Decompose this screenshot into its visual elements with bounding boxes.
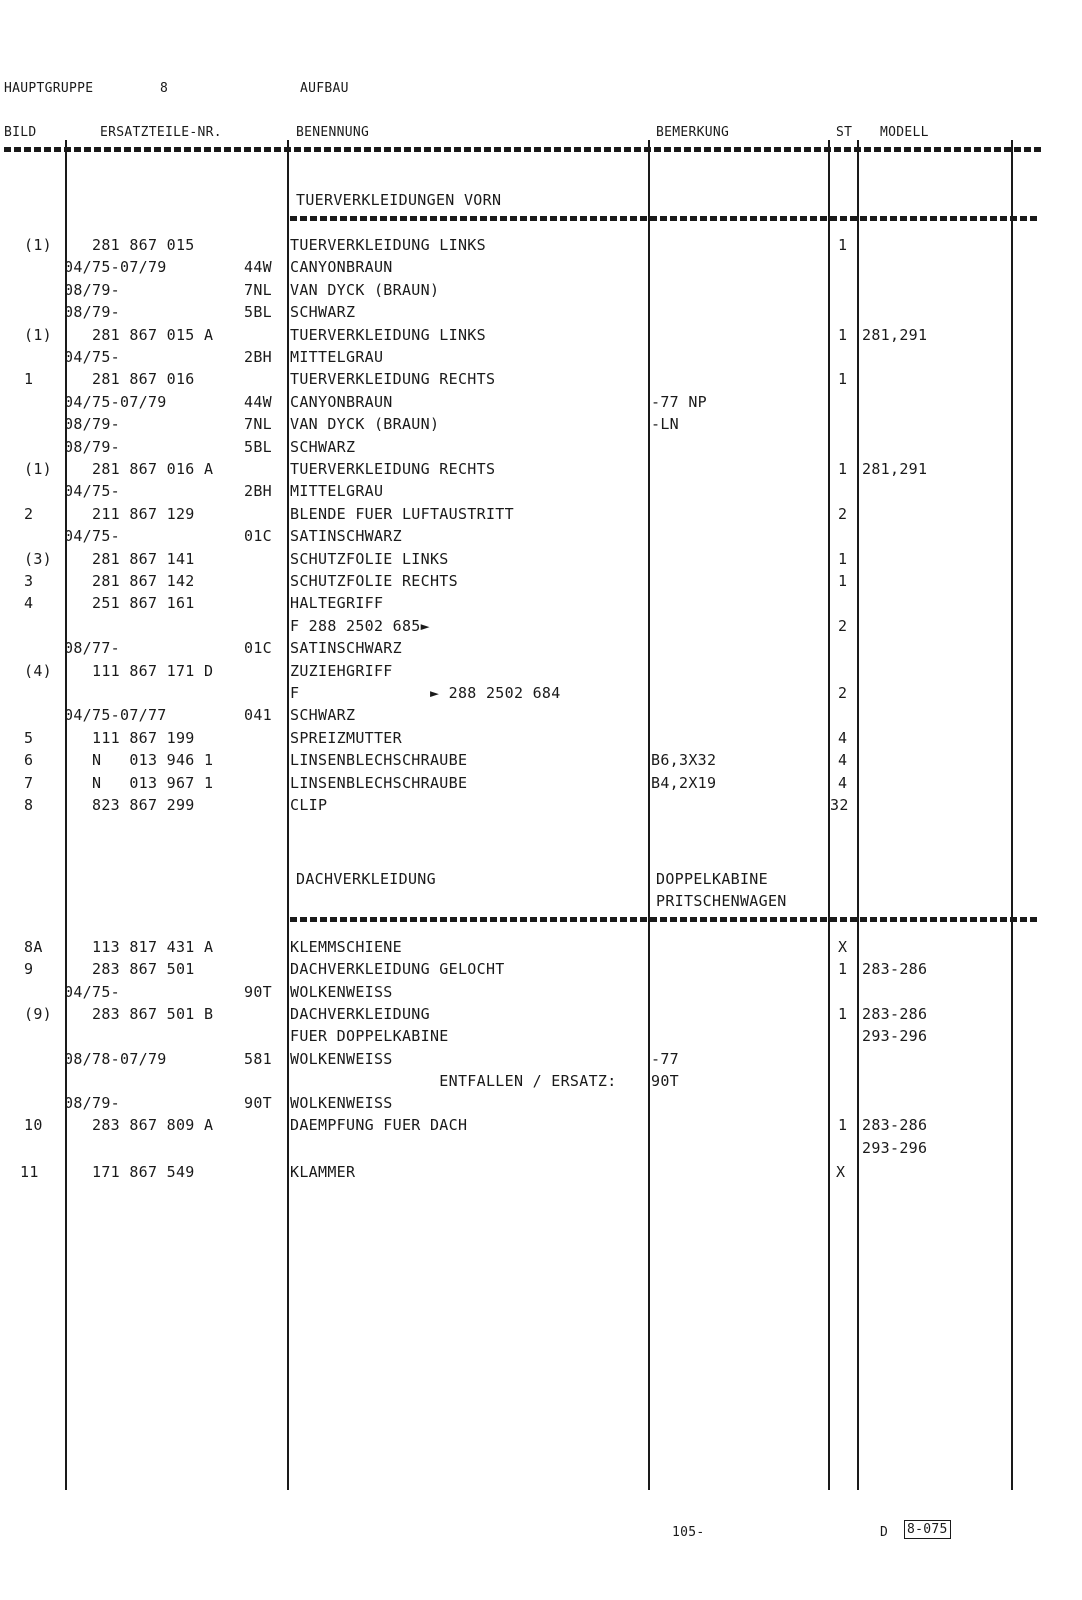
col-ersatzteile: ERSATZTEILE-NR.: [100, 125, 222, 140]
part-model: 283-286: [862, 960, 928, 979]
part-number: 283 867 501 B: [92, 1004, 214, 1023]
col-modell: MODELL: [880, 125, 929, 140]
part-name: KLAMMER: [290, 1163, 356, 1181]
part-number: 111 867 171 D: [92, 661, 214, 680]
part-quantity: 1: [838, 236, 848, 254]
page-number: 105-: [672, 1525, 705, 1540]
part-number: 08/79-: [64, 303, 120, 322]
part-name: BLENDE FUER LUFTAUSTRITT: [290, 504, 514, 523]
bild-number: 2: [24, 504, 34, 523]
part-quantity: X: [838, 938, 848, 956]
color-code: 5BL: [244, 437, 272, 456]
part-number: 04/75-: [64, 982, 120, 1001]
color-code: 041: [244, 706, 272, 725]
color-code: 2BH: [244, 482, 272, 501]
section-note: PRITSCHENWAGEN: [656, 892, 787, 910]
color-code: 7NL: [244, 415, 272, 434]
color-code: 44W: [244, 258, 272, 277]
part-quantity: 2: [838, 616, 848, 635]
color-code: 2BH: [244, 348, 272, 366]
part-quantity: 1: [838, 370, 848, 389]
col-divider: [65, 140, 67, 1490]
part-name: LINSENBLECHSCHRAUBE: [290, 773, 468, 792]
part-quantity: 2: [838, 504, 848, 523]
part-remark: -LN: [651, 415, 679, 434]
part-model: 283-286: [862, 1116, 928, 1135]
part-number: 281 867 015: [92, 236, 195, 254]
part-number: 823 867 299: [92, 796, 195, 814]
col-divider: [287, 140, 289, 1490]
part-name: ENTFALLEN / ERSATZ:: [290, 1071, 617, 1090]
section-rule: [290, 917, 1040, 922]
part-name: FUER DOPPELKABINE: [290, 1027, 449, 1046]
part-quantity: X: [836, 1163, 846, 1181]
part-name: SCHWARZ: [290, 437, 356, 456]
part-number: N 013 946 1: [92, 751, 214, 770]
part-number: 04/75-: [64, 482, 120, 501]
part-remark: -77: [651, 1049, 679, 1068]
part-remark: 90T: [651, 1071, 679, 1090]
color-code: 90T: [244, 1094, 272, 1113]
color-code: 90T: [244, 982, 272, 1001]
part-quantity: 32: [830, 796, 849, 814]
part-quantity: 4: [838, 773, 848, 792]
part-name: TUERVERKLEIDUNG LINKS: [290, 236, 486, 254]
part-remark: B6,3X32: [651, 751, 717, 770]
part-name: DACHVERKLEIDUNG GELOCHT: [290, 960, 505, 979]
part-name: WOLKENWEISS: [290, 1049, 393, 1068]
part-name: DAEMPFUNG FUER DACH: [290, 1116, 468, 1135]
part-name: CANYONBRAUN: [290, 258, 393, 277]
part-number: 281 867 141: [92, 549, 195, 568]
part-name: CANYONBRAUN: [290, 392, 393, 411]
part-remark: B4,2X19: [651, 773, 717, 792]
part-quantity: 2: [838, 684, 848, 702]
bild-number: (1): [24, 325, 52, 344]
part-number: 08/79-: [64, 437, 120, 456]
page-reference: 8-075: [904, 1520, 951, 1539]
bild-number: 10: [24, 1116, 43, 1135]
bild-number: (9): [24, 1004, 52, 1023]
part-number: 08/79-: [64, 280, 120, 299]
part-quantity: 1: [838, 460, 848, 478]
part-number: 251 867 161: [92, 594, 195, 613]
part-name: HALTEGRIFF: [290, 594, 384, 613]
group-name: AUFBAU: [300, 81, 349, 96]
part-name: TUERVERKLEIDUNG LINKS: [290, 325, 486, 344]
bild-number: (3): [24, 549, 52, 568]
part-name: WOLKENWEISS: [290, 982, 393, 1001]
part-name: LINSENBLECHSCHRAUBE: [290, 751, 468, 770]
bild-number: 6: [24, 751, 34, 770]
col-bemerkung: BEMERKUNG: [656, 125, 730, 140]
part-name: MITTELGRAU: [290, 482, 384, 501]
part-model: 283-286: [862, 1004, 928, 1023]
part-number: 281 867 016: [92, 370, 195, 389]
part-quantity: 1: [838, 960, 848, 979]
color-code: 01C: [244, 639, 272, 658]
part-name: TUERVERKLEIDUNG RECHTS: [290, 370, 496, 389]
header-rule: [4, 147, 1041, 152]
col-st: ST: [836, 125, 853, 140]
group-number: 8: [160, 81, 169, 96]
section-rule: [290, 216, 1040, 221]
part-number: 04/75-07/79: [64, 258, 167, 277]
bild-number: 9: [24, 960, 34, 979]
part-number: N 013 967 1: [92, 773, 214, 792]
bild-number: (4): [24, 661, 52, 680]
col-benennung: BENENNUNG: [296, 125, 370, 140]
part-number: 281 867 142: [92, 572, 195, 590]
part-number: 211 867 129: [92, 504, 195, 523]
part-quantity: 1: [838, 325, 848, 344]
part-name: SCHUTZFOLIE LINKS: [290, 549, 449, 568]
part-number: 283 867 501: [92, 960, 195, 979]
part-name: SATINSCHWARZ: [290, 527, 402, 546]
part-name: DACHVERKLEIDUNG: [290, 1004, 430, 1023]
part-quantity: 1: [838, 1116, 848, 1135]
part-number: 113 817 431 A: [92, 938, 214, 956]
part-name: KLEMMSCHIENE: [290, 938, 402, 956]
part-name: F 288 2502 685►: [290, 616, 430, 635]
bild-number: 3: [24, 572, 34, 590]
bild-number: 8: [24, 796, 34, 814]
bild-number: 7: [24, 773, 34, 792]
part-name: SATINSCHWARZ: [290, 639, 402, 658]
bild-number: 11: [20, 1163, 39, 1181]
bild-number: 8A: [24, 938, 43, 956]
language-code: D: [880, 1525, 889, 1540]
part-model: 293-296: [862, 1138, 928, 1157]
bild-number: 1: [24, 370, 34, 389]
part-number: 08/77-: [64, 639, 120, 658]
part-name: ZUZIEHGRIFF: [290, 661, 393, 680]
part-model: 293-296: [862, 1027, 928, 1046]
col-bild: BILD: [4, 125, 37, 140]
part-name: SCHWARZ: [290, 303, 356, 322]
part-number: 08/78-07/79: [64, 1049, 167, 1068]
col-divider: [828, 140, 830, 1490]
color-code: 7NL: [244, 280, 272, 299]
part-number: 04/75-07/79: [64, 392, 167, 411]
bild-number: (1): [24, 460, 52, 478]
part-number: 111 867 199: [92, 728, 195, 747]
color-code: 581: [244, 1049, 272, 1068]
part-name: MITTELGRAU: [290, 348, 384, 366]
bild-number: (1): [24, 236, 52, 254]
color-code: 5BL: [244, 303, 272, 322]
part-number: 281 867 015 A: [92, 325, 214, 344]
col-divider: [857, 140, 859, 1490]
color-code: 44W: [244, 392, 272, 411]
part-quantity: 1: [838, 549, 848, 568]
part-number: 04/75-07/77: [64, 706, 167, 725]
part-quantity: 1: [838, 572, 848, 590]
part-name: SCHWARZ: [290, 706, 356, 725]
col-divider: [1011, 140, 1013, 1490]
section-title: TUERVERKLEIDUNGEN VORN: [296, 191, 502, 209]
part-name: SCHUTZFOLIE RECHTS: [290, 572, 458, 590]
part-name: WOLKENWEISS: [290, 1094, 393, 1113]
group-label: HAUPTGRUPPE: [4, 81, 94, 96]
part-remark: -77 NP: [651, 392, 707, 411]
part-quantity: 4: [838, 751, 848, 770]
part-model: 281,291: [862, 460, 928, 478]
bild-number: 5: [24, 728, 34, 747]
part-number: 04/75-: [64, 527, 120, 546]
section-note: DOPPELKABINE: [656, 870, 768, 888]
part-number: 171 867 549: [92, 1163, 195, 1181]
part-name: TUERVERKLEIDUNG RECHTS: [290, 460, 496, 478]
part-name: CLIP: [290, 796, 328, 814]
part-number: 04/75-: [64, 348, 120, 366]
part-number: 283 867 809 A: [92, 1116, 214, 1135]
part-number: 281 867 016 A: [92, 460, 214, 478]
part-name: SPREIZMUTTER: [290, 728, 402, 747]
section-title: DACHVERKLEIDUNG: [296, 870, 436, 888]
part-quantity: 4: [838, 728, 848, 747]
part-name: VAN DYCK (BRAUN): [290, 280, 440, 299]
col-divider: [648, 140, 650, 1490]
color-code: 01C: [244, 527, 272, 546]
part-number: 08/79-: [64, 415, 120, 434]
part-name: F ► 288 2502 684: [290, 684, 561, 702]
part-name: VAN DYCK (BRAUN): [290, 415, 440, 434]
part-quantity: 1: [838, 1004, 848, 1023]
part-model: 281,291: [862, 325, 928, 344]
bild-number: 4: [24, 594, 34, 613]
part-number: 08/79-: [64, 1094, 120, 1113]
